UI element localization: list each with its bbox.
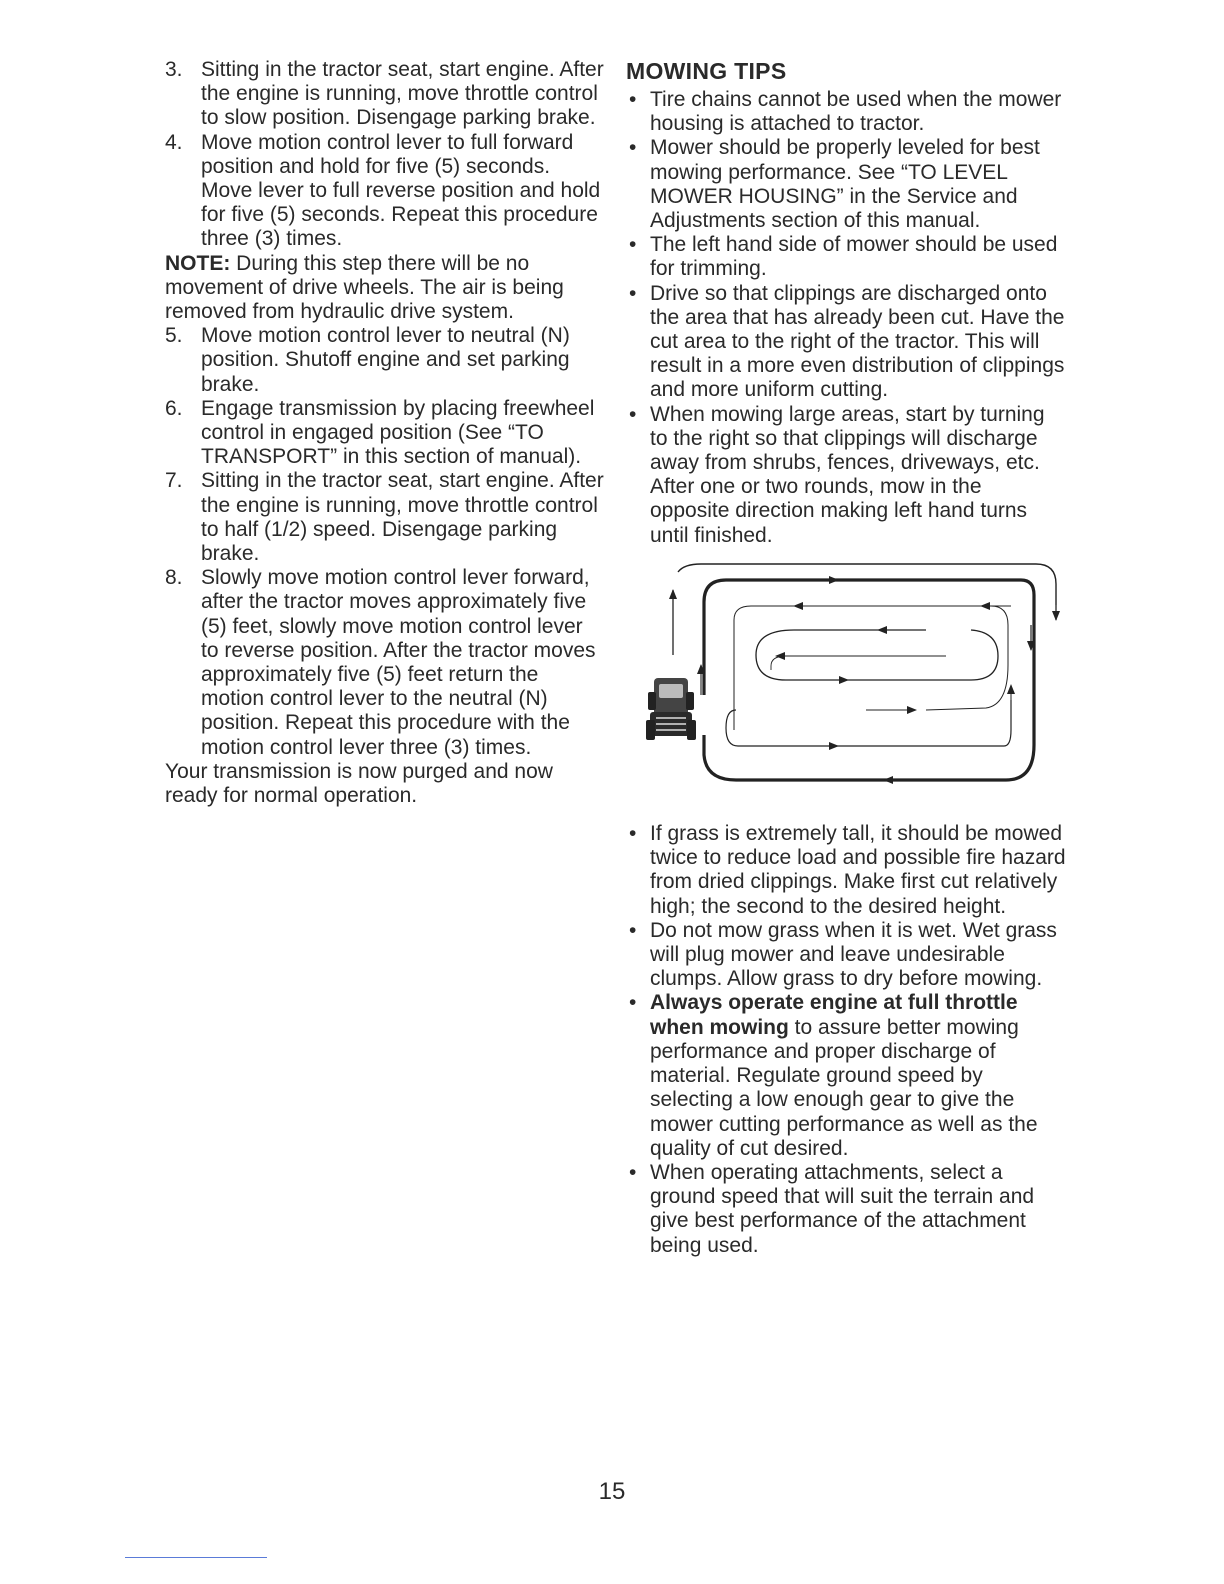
tip-trimming	[626, 233, 1066, 281]
bullet-icon: •	[629, 1160, 637, 1184]
step-number: 4.	[165, 130, 183, 154]
step-number: 5.	[165, 324, 183, 348]
bullet-icon: •	[629, 402, 637, 426]
right-column	[626, 58, 1066, 1258]
tip-rest-text: to assure better mowing performance and proper discharge of material. Regulate ground speed by selecting a low enough gear to give the mower cutting performance as well as the quality of cut desired.	[650, 1015, 1038, 1160]
bullet-icon: •	[629, 281, 637, 305]
left-column	[165, 58, 605, 808]
bullet-icon: •	[629, 991, 637, 1015]
footer-divider	[125, 1557, 267, 1558]
tip-discharge-direction	[626, 282, 1066, 403]
step-number: 7.	[165, 469, 183, 493]
tip-text: When mowing large areas, start by turning to the right so that clippings will discharge away from shrubs, fences, driveways, etc. After one or two rounds, mow in the opposite direction making left hand turns until finished.	[650, 402, 1045, 547]
lower-pass-path	[726, 700, 1011, 746]
tractor-icon	[646, 678, 696, 740]
note-text: During this step there will be no movement of drive wheels. The air is being removed from hydraulic drive system.	[165, 251, 564, 324]
third-pass-path	[734, 606, 1008, 730]
tip-text: Do not mow grass when it is wet. Wet grass will plug mower and leave undesirable clumps. Allow grass to dry before mowing.	[650, 918, 1057, 991]
section-heading: MOWING TIPS	[626, 58, 787, 84]
step-text: Move motion control lever to full forward position and hold for five (5) seconds. Move lever to full reverse position and hold for five (5) seconds. Repeat this procedure three (3) times.	[201, 130, 601, 251]
step-number: 8.	[165, 566, 183, 590]
bullet-icon: •	[629, 233, 637, 257]
step-5	[165, 324, 605, 397]
innermost-pass-path	[771, 656, 946, 670]
tip-text: Drive so that clippings are discharged onto the area that has already been cut. Have the cut area to the right of the tractor. This will result in a more even distribution of clippings and more uniform cutting.	[650, 281, 1065, 402]
tip-text: When operating attachments, select a ground speed that will suit the terrain and give best performance of the attachment being used.	[650, 1160, 1035, 1257]
step-text: Slowly move motion control lever forward, after the tractor moves approximately five (5) feet, slowly move motion control lever to reverse position. After the tractor moves approximately five (5) feet return the motion control lever to the neutral (N) position. Repeat this procedure with the motion control lever three (3) times.	[201, 566, 596, 759]
inner-pass-path	[756, 630, 998, 680]
tip-text: The left hand side of mower should be used for trimming.	[650, 233, 1058, 281]
right-hook-path	[926, 655, 1008, 710]
step-4	[165, 131, 605, 252]
tip-large-areas	[626, 403, 1066, 548]
closing-paragraph: Your transmission is now purged and now ready for normal operation.	[165, 759, 553, 808]
step-text: Sitting in the tractor seat, start engine. After the engine is running, move throttle control to half (1/2) speed. Disengage parking brake.	[201, 469, 604, 566]
tip-tire-chains	[626, 88, 1066, 136]
tip-text	[650, 991, 1066, 1160]
tip-tall-grass	[626, 822, 1066, 919]
bullet-icon: •	[629, 918, 637, 942]
tip-attachments	[626, 1161, 1066, 1258]
note	[165, 252, 605, 325]
bullet-icon: •	[629, 136, 637, 160]
mowing-pattern-diagram	[626, 560, 1066, 800]
outer-pass-path	[678, 564, 1056, 605]
tip-bold-text: Always operate engine at full throttle when mowing	[650, 991, 1018, 1039]
step-number: 6.	[165, 396, 183, 420]
step-text: Sitting in the tractor seat, start engine. After the engine is running, move throttle control to slow position. Disengage parking brake.	[201, 58, 604, 130]
step-6	[165, 397, 605, 470]
tip-text: If grass is extremely tall, it should be mowed twice to reduce load and possible fire hazard from dried clippings. Make first cut relatively high; the second to the desired height.	[650, 822, 1066, 918]
tip-text: Tire chains cannot be used when the mower housing is attached to tractor.	[650, 88, 1062, 136]
page-number: 15	[598, 1478, 626, 1505]
step-text: Move motion control lever to neutral (N) position. Shutoff engine and set parking brake.	[201, 324, 570, 396]
bullet-icon: •	[629, 88, 637, 111]
tip-wet-grass	[626, 919, 1066, 992]
step-number: 3.	[165, 58, 183, 81]
step-3	[165, 58, 605, 131]
step-text: Engage transmission by placing freewheel control in engaged position (See “TO TRANSPORT” in this section of manual).	[201, 396, 595, 469]
bullet-icon: •	[629, 822, 637, 846]
tip-level-mower	[626, 136, 1066, 233]
step-8	[165, 566, 605, 760]
tip-text: Mower should be properly leveled for best mowing performance. See “TO LEVEL MOWER HOUSING” in the Service and Adjustments section of this manual.	[650, 136, 1040, 233]
note-label: NOTE:	[165, 251, 231, 275]
step-7	[165, 469, 605, 566]
tip-full-throttle	[626, 991, 1066, 1160]
